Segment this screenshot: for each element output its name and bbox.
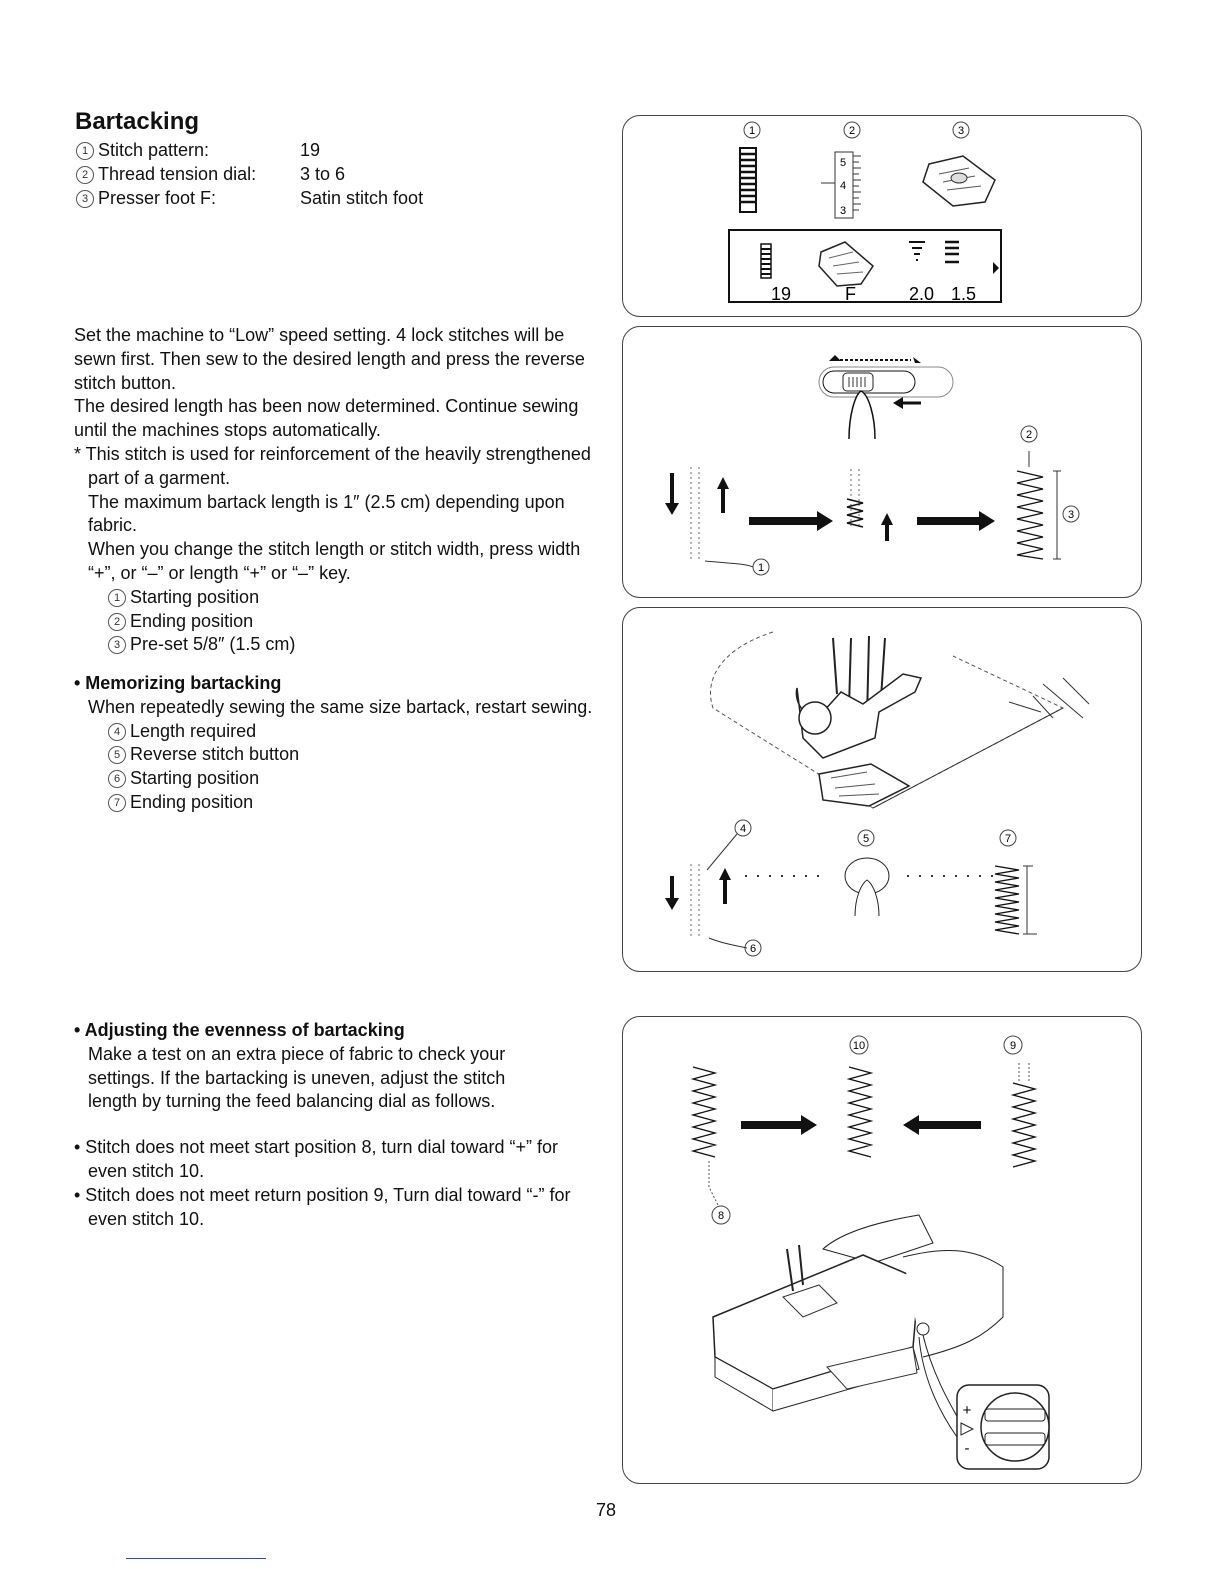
legend-item xyxy=(74,586,596,610)
note: When you change the stitch length or stitch width, press width “+”, or “–” or length “+” or “–” key. xyxy=(88,539,581,583)
legend-text: Length required xyxy=(130,720,257,741)
lcd-length-value: 1.5 xyxy=(951,284,977,304)
bartack-stitch-icon xyxy=(740,148,756,212)
legend-text: Starting position xyxy=(130,586,260,607)
dial-plus-sign: + xyxy=(962,1402,972,1419)
svg-text:7: 7 xyxy=(1004,833,1012,845)
callout-5 xyxy=(858,830,874,846)
callout-1 xyxy=(753,559,769,575)
legend-item xyxy=(74,791,596,815)
callout-1 xyxy=(744,122,760,138)
callout-badge: 2 xyxy=(76,166,94,184)
svg-text:1: 1 xyxy=(748,125,756,137)
legend-item xyxy=(74,720,596,744)
legend-item xyxy=(74,767,596,791)
figure-evenness-panel xyxy=(622,1016,1142,1484)
figure-settings-panel xyxy=(622,115,1142,317)
section-title: Bartacking xyxy=(75,108,200,135)
callout-2 xyxy=(1021,426,1037,442)
callout-3 xyxy=(953,122,969,138)
lcd-display xyxy=(729,230,1001,304)
legend-text: Ending position xyxy=(130,791,254,812)
memorizing-illustration xyxy=(623,608,1141,971)
right-arrow-icon xyxy=(749,511,833,531)
callout-badge: 4 xyxy=(108,723,126,741)
right-arrow-icon xyxy=(917,511,995,531)
memorizing-block xyxy=(74,672,596,815)
callout-2 xyxy=(844,122,860,138)
legend-text: Ending position xyxy=(130,610,254,631)
svg-text:5: 5 xyxy=(839,157,847,169)
callout-10 xyxy=(850,1036,868,1054)
dial-minus-sign: - xyxy=(964,1440,970,1457)
page-number: 78 xyxy=(596,1500,617,1520)
callout-9 xyxy=(1004,1036,1022,1054)
svg-text:5: 5 xyxy=(862,833,870,845)
speed-slider-icon xyxy=(819,355,953,439)
figure-memorizing-panel xyxy=(622,607,1142,972)
start-stitch-mark xyxy=(665,467,753,567)
callout-badge: 2 xyxy=(108,613,126,631)
spec-label: Presser foot F: xyxy=(98,188,217,208)
legend-text: Starting position xyxy=(130,768,260,789)
instruction-para: The desired length has been now determined. Continue sewing until the machines stops automatically. xyxy=(74,396,579,441)
callout-badge: 5 xyxy=(108,746,126,764)
adjust-bullet: • Stitch does not meet return position 9, Turn dial toward “-” for even stitch 10. xyxy=(74,1184,571,1229)
legend-item xyxy=(74,633,596,657)
lcd-pattern-number: 19 xyxy=(771,284,792,304)
callout-8 xyxy=(712,1206,730,1224)
legend-text: Pre-set 5/8″ (1.5 cm) xyxy=(130,634,296,655)
footer-divider xyxy=(126,1558,266,1559)
uneven-stitch-return xyxy=(1013,1063,1035,1167)
callout-7 xyxy=(1000,830,1016,846)
presser-foot-icon xyxy=(923,156,995,206)
note: * This stitch is used for reinforcement of the heavily strengthened part of a garment. xyxy=(74,443,591,488)
instruction-para: Set the machine to “Low” speed setting. 4 lock stitches will be sewn first. Then sew to the desired length and press the reverse stitch button. xyxy=(74,325,585,393)
svg-text:2: 2 xyxy=(1025,429,1033,441)
callout-6 xyxy=(745,940,761,956)
legend-text: Reverse stitch button xyxy=(130,744,300,765)
evenness-illustration xyxy=(623,1017,1141,1483)
tension-dial-icon xyxy=(821,152,861,218)
memorize-sequence-marks xyxy=(665,834,1037,948)
feed-balancing-dial-icon xyxy=(957,1385,1049,1469)
lcd-foot-letter: F xyxy=(845,284,856,304)
spec-label: Stitch pattern: xyxy=(98,140,210,160)
memorizing-text: When repeatedly sewing the same size bartack, restart sewing. xyxy=(88,696,593,717)
callout-badge: 7 xyxy=(108,794,126,812)
callout-3 xyxy=(1063,506,1079,522)
spec-row xyxy=(76,186,423,210)
right-arrow-icon xyxy=(741,1115,817,1135)
sequence-illustration xyxy=(623,327,1141,597)
sewing-foot-illustration xyxy=(711,632,1090,808)
callout-badge: 3 xyxy=(76,190,94,208)
svg-text:2: 2 xyxy=(848,125,856,137)
uneven-stitch-start xyxy=(693,1067,719,1207)
spec-label: Thread tension dial: xyxy=(98,164,257,184)
svg-text:6: 6 xyxy=(749,943,757,955)
callout-4 xyxy=(735,820,751,836)
callout-badge: 1 xyxy=(76,142,94,160)
spec-row xyxy=(76,138,423,162)
settings-illustration xyxy=(623,116,1141,316)
svg-text:8: 8 xyxy=(717,1210,725,1222)
even-stitch-mark xyxy=(849,1067,871,1157)
callout-badge: 3 xyxy=(108,636,126,654)
note: The maximum bartack length is 1″ (2.5 cm) depending upon fabric. xyxy=(88,491,565,536)
adjusting-text: Make a test on an extra piece of fabric to check your settings. If the bartacking is uneven, adjust the stitch length by turning the feed balancing dial as follows. xyxy=(88,1043,506,1112)
svg-text:10: 10 xyxy=(852,1040,866,1052)
left-arrow-icon xyxy=(903,1115,981,1135)
legend-item xyxy=(74,610,596,634)
finished-bartack-mark xyxy=(1017,451,1061,559)
spec-row xyxy=(76,162,423,186)
svg-text:1: 1 xyxy=(757,562,765,574)
spec-value: 19 xyxy=(300,140,321,160)
subheading: • Adjusting the evenness of bartacking xyxy=(74,1020,405,1040)
svg-text:3: 3 xyxy=(839,205,847,217)
svg-text:3: 3 xyxy=(957,125,965,137)
instructions-block xyxy=(74,324,596,657)
callout-badge: 1 xyxy=(108,589,126,607)
subheading: • Memorizing bartacking xyxy=(74,673,282,693)
adjust-bullet: • Stitch does not meet start position 8, turn dial toward “+” for even stitch 10. xyxy=(74,1137,559,1181)
svg-text:4: 4 xyxy=(839,180,847,192)
legend-item xyxy=(74,743,596,767)
adjusting-block xyxy=(74,1019,596,1231)
mid-stitch-mark xyxy=(847,469,893,541)
spec-value: 3 to 6 xyxy=(300,164,346,184)
svg-text:9: 9 xyxy=(1009,1040,1017,1052)
spec-value: Satin stitch foot xyxy=(300,188,424,208)
svg-text:4: 4 xyxy=(739,823,747,835)
callout-badge: 6 xyxy=(108,770,126,788)
spec-list xyxy=(76,138,423,210)
figure-sequence-panel xyxy=(622,326,1142,598)
svg-text:3: 3 xyxy=(1067,509,1075,521)
lcd-width-value: 2.0 xyxy=(909,284,935,304)
